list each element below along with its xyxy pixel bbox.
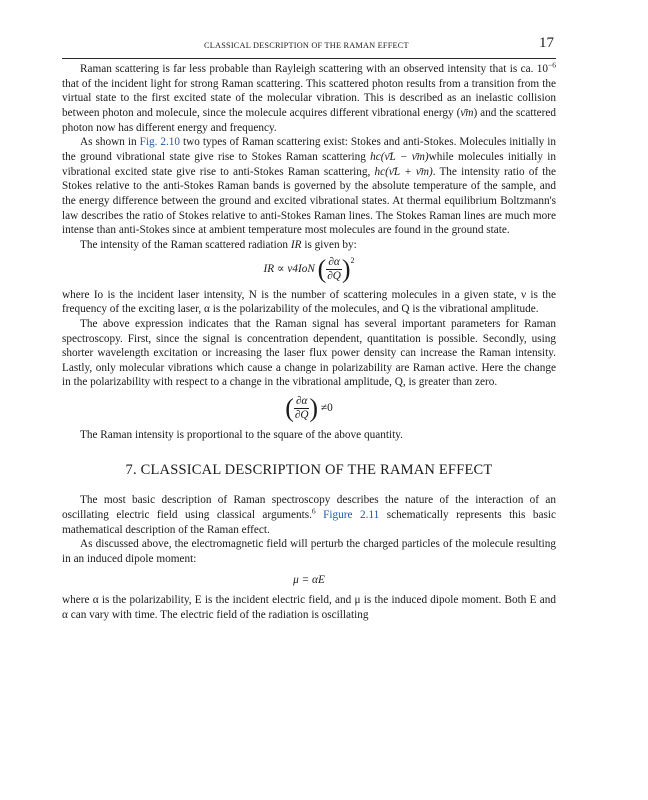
fraction [294,395,309,422]
text-run: is given by: [301,238,357,251]
fraction [326,256,341,283]
text-run: while molecules initially in vibrational excited state give rise to anti-Stokes Raman scattering, [62,150,556,178]
text-run: The most basic description of Raman spectroscopy describes the nature of the interaction of an oscillating electric field using classical arguments. [62,494,556,522]
running-header [62,37,556,57]
math-nu-m: ν̄m [460,106,474,119]
paragraph-raman-probability [62,62,556,135]
header-rule [62,58,556,59]
figure-link-2-10[interactable]: Fig. 2.10 [139,136,181,149]
fraction-denominator: ∂Q [327,269,341,282]
text-run: that of the incident light for strong Raman scattering. This scattered photon results from a transition from the virtual state to the first excited state of the molecular vibration. This is described as an inelastic collision between photon and molecule, since the molecule acquires different vibrational energy ( [62,77,556,119]
text-run: ) and the scattered photon now has different energy and frequency. [62,106,556,134]
body-text [62,62,556,623]
equation-relation: ≠0 [320,402,333,415]
figure-link-2-11[interactable]: Figure 2.11 [323,509,380,522]
math-ir: IR [290,238,302,251]
paragraph-stokes [62,135,556,238]
paragraph-intensity-intro [62,238,556,253]
equation-dipole-moment: μ = αE [293,573,325,586]
paren-close: ) [309,393,319,423]
math-stokes: hc(ν̄L − ν̄m) [370,150,429,163]
equation-lhs: IR ∝ ν4IoN [263,262,315,275]
text-run: As shown in [80,136,140,149]
equation-raman-intensity [62,256,556,283]
section-heading: 7. CLASSICAL DESCRIPTION OF THE RAMAN EFFECT [125,461,493,478]
text-run: The intensity of the Raman scattered radiation [80,238,291,251]
fraction-numerator: ∂α [295,395,308,408]
running-title: CLASSICAL DESCRIPTION OF THE RAMAN EFFECT [204,41,409,50]
citation-6[interactable]: 6 [311,506,316,516]
fraction-denominator: ∂Q [294,409,309,422]
paragraph-proportional: The Raman intensity is proportional to the square of the above quantity. [80,429,403,442]
paragraph-parameters: The above expression indicates that the Raman signal has several important parameters for Raman spectroscopy. First, since the signal is concentration dependent, quantitation is possible. Secondly, using shorter wavelength excitation or increasing the laser flux power density can increase the Raman intensity. Lastly, only molecular vibrations which cause a change in polarizability are Raman active. Here the change in the polarizability with respect to a change in the vibrational amplitude, Q, is greater than zero. [62,317,556,389]
paren-open: ( [285,393,294,423]
page-number: 17 [539,35,554,51]
math-anti-stokes: hc(ν̄L + ν̄m) [374,165,433,178]
equation-polarizability-change [62,395,556,422]
text-run: two types of Raman scattering exist: Stokes and anti-Stokes. Molecules initially in the ground vibrational state give rise to Stokes Raman scattering [62,136,556,163]
fraction-numerator: ∂α [328,255,340,268]
paragraph-classical-description [62,493,556,537]
text-run: Raman scattering is far less probable than Rayleigh scattering with an observed intensity that is ca. 10 [80,63,549,75]
equation-power: 2 [350,255,355,265]
text-run: . The intensity ratio of the Stokes relative to the anti-Stokes Raman bands is governed by the absolute temperature of the sample, and the energy difference between the ground and excited vibrational states. At thermal equilibrium Boltzmann's law describes the ratio of Stokes relative to anti-Stokes Raman lines. The Stokes Raman lines are much more intense than anti-Stokes since at ambient temperature most molecules are found in the ground state. [62,165,556,237]
paren-open: ( [317,254,327,284]
paragraph-variable-definitions: where Io is the incident laser intensity, N is the number of scattering molecules in a given state, ν is the frequency of the exciting laser, α is the polarizability of the molecules, and Q is the vibrational amplitude. [62,288,556,316]
exponent: −6 [548,60,556,70]
paragraph-dipole-definitions: where α is the polarizability, E is the incident electric field, and μ is the induced dipole moment. Both E and α can vary with time. The electric field of the radiation is oscillating [62,594,556,622]
text-run: schematically represents this basic mathematical description of the Raman effect. [62,509,557,536]
paren-close: ) [341,254,351,284]
paragraph-induced-dipole: As discussed above, the electromagnetic field will perturb the charged particles of the molecule resulting in an induced dipole moment: [62,538,556,566]
